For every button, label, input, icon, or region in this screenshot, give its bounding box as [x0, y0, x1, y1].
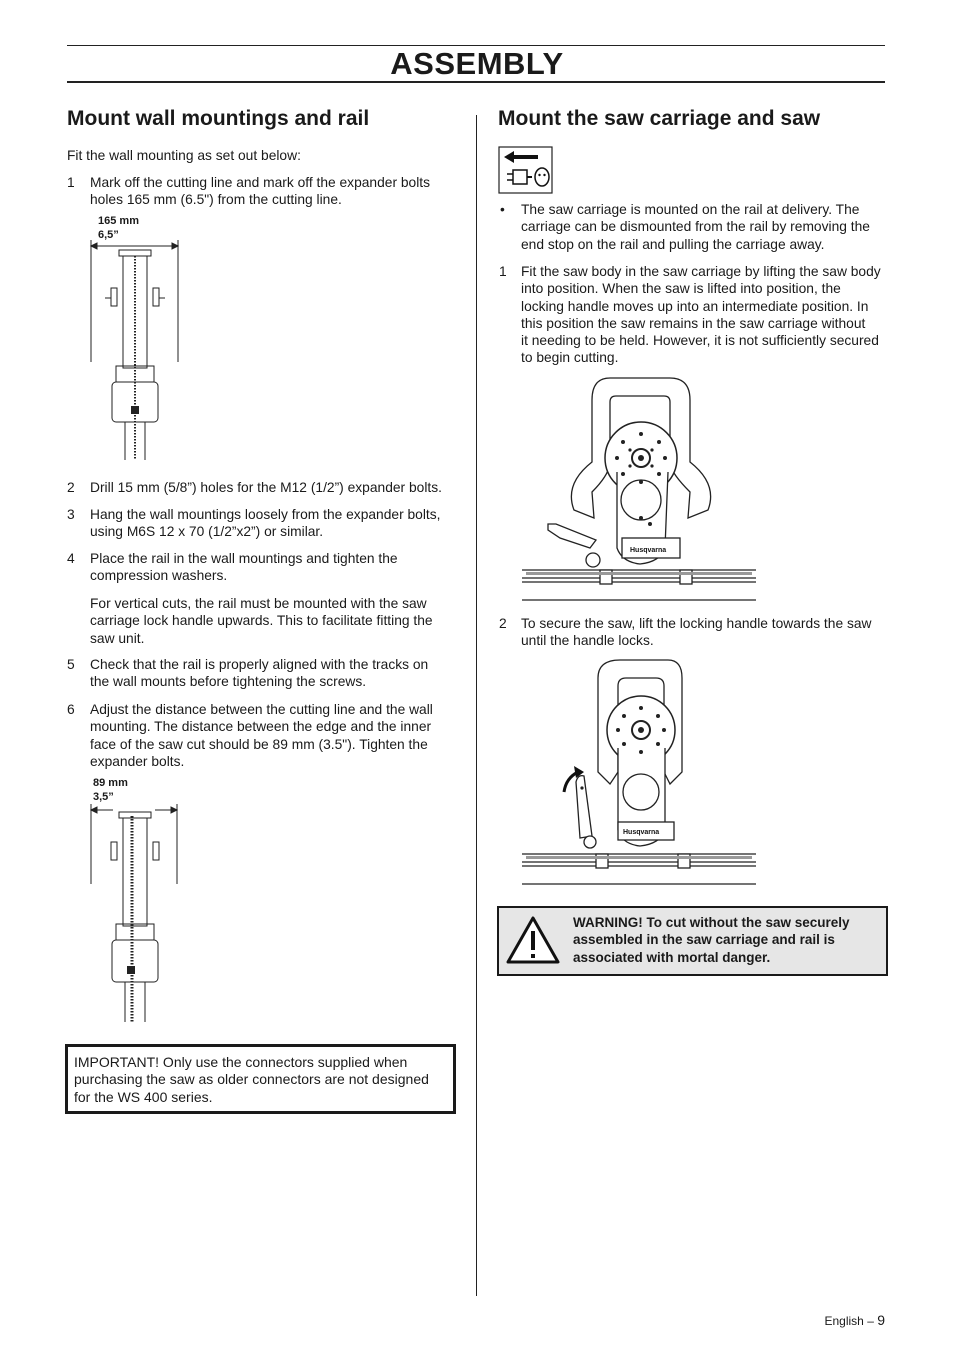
step-number: 5: [67, 657, 75, 672]
saw-carriage-figure-2: [520, 656, 756, 888]
text-line: end stop on the rail and pulling the carriage away.: [521, 236, 825, 252]
text-line: Fit the saw body in the saw carriage by lifting the saw body: [521, 264, 881, 279]
step-number: 1: [499, 264, 507, 279]
disconnect-plug-icon: [498, 146, 553, 194]
dimension-label: [93, 776, 128, 804]
step-text: [90, 506, 440, 541]
text-line: the wall mounts before tightening the screws.: [90, 674, 367, 690]
page-number: 9: [877, 1312, 885, 1328]
step-number: 2: [499, 616, 507, 631]
step-note: [90, 595, 433, 647]
text-line: The saw carriage is mounted on the rail at delivery. The: [521, 202, 860, 217]
dimension-mm: 89 mm: [93, 777, 128, 789]
text-line: associated with mortal danger.: [573, 949, 771, 965]
text-line: carriage can be dismounted from the rail by removing the: [521, 219, 870, 235]
brand-label: Husqvarna: [623, 829, 660, 836]
brand-label: Husqvarna: [630, 547, 667, 554]
text-line: Drill 15 mm (5/8”) holes for the M12 (1/2”) expander bolts.: [90, 480, 442, 495]
step-text: [90, 479, 442, 496]
step-text: [90, 174, 430, 209]
rail-figure-2: [85, 802, 185, 1026]
column-divider: [476, 115, 477, 1296]
text-line: locking handle moves up into an intermediate position. In: [521, 298, 869, 314]
text-line: holes 165 mm (6.5") from the cutting line.: [90, 192, 342, 208]
text-line: to begin cutting.: [521, 350, 619, 366]
text-line: Check that the rail is properly aligned with the tracks on: [90, 657, 429, 672]
page-title: ASSEMBLY: [390, 46, 564, 81]
step-number: 3: [67, 507, 75, 522]
text-line: for the WS 400 series.: [74, 1088, 213, 1105]
rail-figure-1: [85, 238, 185, 464]
text-line: IMPORTANT! Only use the connectors supplied when: [74, 1054, 408, 1070]
footer-language: English: [824, 1314, 864, 1328]
title-underline: [67, 81, 885, 83]
text-line: until the handle locks.: [521, 633, 654, 649]
dimension-inch: 6,5”: [98, 229, 119, 241]
footer-separator: –: [863, 1314, 878, 1328]
text-line: Mark off the cutting line and mark off the expander bolts: [90, 175, 431, 190]
text-line: using M6S 12 x 70 (1/2”x2”) or similar.: [90, 524, 324, 540]
step-number: 4: [67, 551, 75, 566]
text-line: it needing to be held. However, it is not sufficiently secured: [521, 333, 879, 349]
bullet: •: [500, 202, 505, 217]
text-line: carriage lock handle upwards. This to facilitate fitting the: [90, 613, 433, 629]
text-line: mounting. The distance between the edge and the inner: [90, 719, 432, 735]
text-line: For vertical cuts, the rail must be mounted with the saw: [90, 596, 427, 611]
step-text: [90, 701, 433, 770]
step-number: 6: [67, 702, 75, 717]
text-line: WARNING! To cut without the saw securely: [573, 915, 850, 930]
left-heading: Mount wall mountings and rail: [67, 107, 370, 130]
text-line: Place the rail in the wall mountings and tighten the: [90, 551, 398, 566]
page-footer: [825, 1312, 886, 1328]
text-line: Hang the wall mountings loosely from the expander bolts,: [90, 507, 441, 522]
warning-triangle-icon: [505, 915, 561, 965]
text-line: expander bolts.: [90, 753, 185, 769]
text-line: into position. When the saw is lifted into position, the: [521, 281, 841, 297]
text-line: this position the saw remains in the saw carriage without: [521, 315, 866, 331]
warning-box: [497, 906, 888, 976]
text-line: assembled in the saw carriage and rail is: [573, 932, 835, 948]
important-text: [74, 1054, 429, 1106]
important-note-box: [65, 1044, 456, 1114]
text-line: To secure the saw, lift the locking handle towards the saw: [521, 616, 872, 631]
text-line: saw unit.: [90, 630, 145, 646]
right-heading: Mount the saw carriage and saw: [498, 107, 821, 130]
step-number: 2: [67, 480, 75, 495]
text-line: Adjust the distance between the cutting line and the wall: [90, 702, 433, 717]
left-intro: Fit the wall mounting as set out below:: [67, 148, 301, 163]
warning-text: [573, 914, 850, 966]
text-line: face of the saw cut should be 89 mm (3.5"). Tighten the: [90, 736, 428, 752]
bullet-text: [521, 201, 870, 253]
step-number: 1: [67, 175, 75, 190]
dimension-mm: 165 mm: [98, 215, 139, 227]
text-line: compression washers.: [90, 568, 228, 584]
step-text: [90, 656, 428, 691]
step-text: [90, 550, 398, 585]
step-text: [521, 263, 881, 367]
step-text: [521, 615, 871, 650]
dimension-inch: 3,5”: [93, 791, 114, 803]
saw-carriage-figure-1: [520, 372, 756, 604]
text-line: purchasing the saw as older connectors are not designed: [74, 1071, 429, 1088]
